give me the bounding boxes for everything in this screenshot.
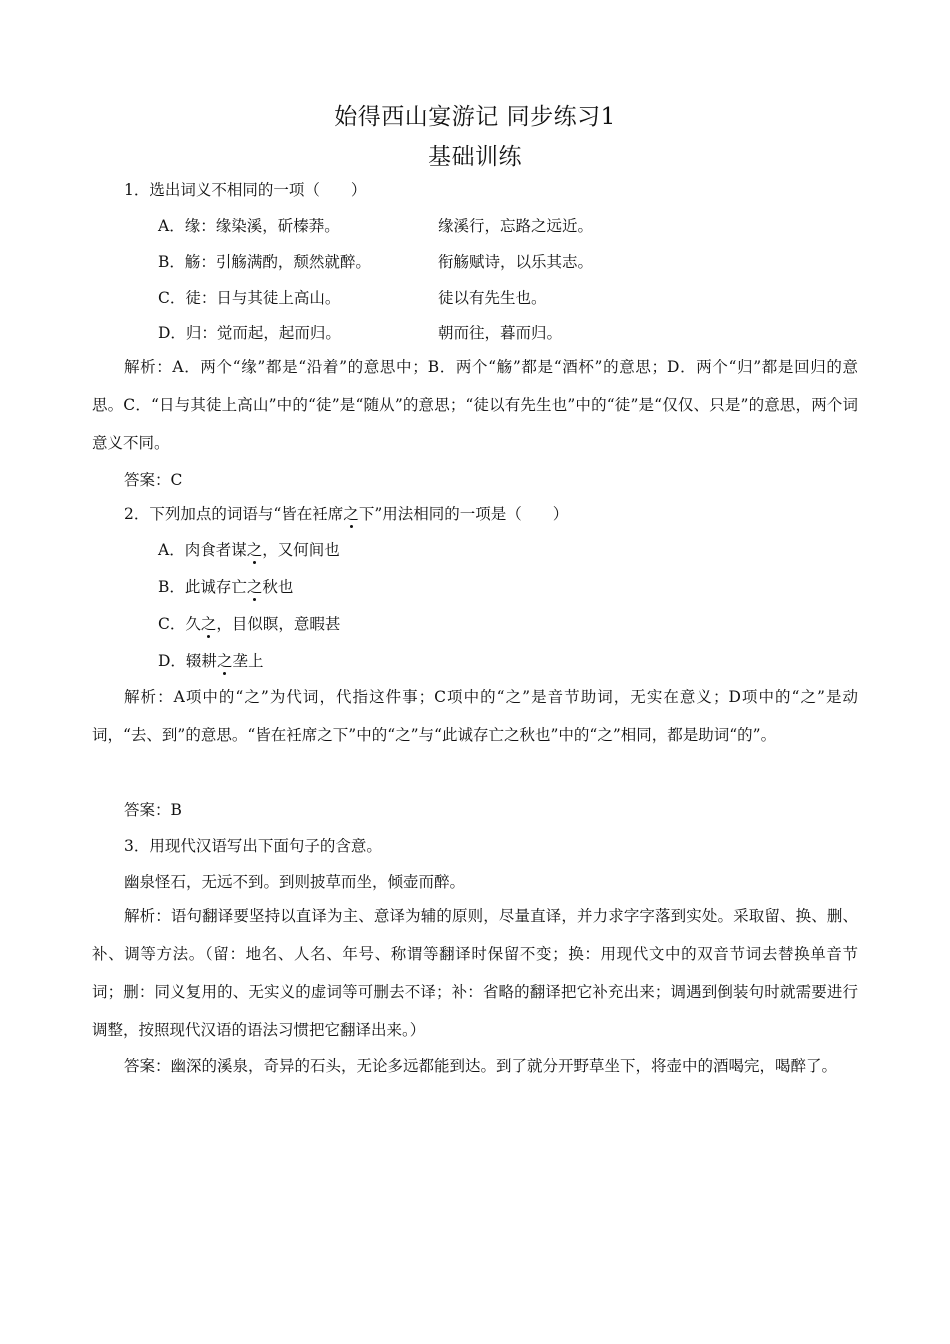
q1-option-c-right: 徒以有先生也。 [438, 289, 547, 307]
q2-option-d [158, 651, 263, 671]
q2-option-d-after: 垄上 [232, 652, 264, 670]
q1-option-b-left: B．觞：引觞满酌，颓然就醉。 [158, 253, 371, 271]
emphasis-dot-char: 之 [246, 541, 263, 559]
q1-option-a-right: 缘溪行，忘路之远近。 [438, 217, 594, 235]
emphasis-dot-char: 之 [216, 652, 233, 670]
q1-option-d-right: 朝而往，暮而归。 [438, 324, 563, 342]
document-title: 始得西山宴游记 同步练习1 [334, 104, 616, 130]
q1-option-d-left: D．归：觉而起，起而归。 [158, 324, 341, 342]
q2-option-c-after: ，目似瞑，意暇甚 [216, 615, 341, 633]
q1-option-c-left: C．徒：日与其徒上高山。 [158, 289, 341, 307]
emphasis-dot-char: 之 [246, 578, 263, 596]
q3-analysis: 解析：语句翻译要坚持以直译为主、意译为辅的原则，尽量直译，并力求字字落到实处。采取留、换、删、补、调等方法。（留：地名、人名、年号、称谓等翻译时保留不变；换：用现代文中的双音节词去替换单音节词；删：同义复用的、无实义的虚词等可删去不译；补：省略的翻译把它补充出来；调遇到倒装句时就需要进行调整，按照现代汉语的语法习惯把它翻译出来。） [92, 907, 858, 1039]
q2-analysis: 解析：A项中的“之”为代词，代指这件事；C项中的“之”是音节助词，无实在意义；D项中的“之”是动词，“去、到”的意思。“皆在衽席之下”中的“之”与“此诚存亡之秋也”中的“之”相同，都是助词“的”。 [92, 688, 858, 744]
question-1-stem: 1．选出词义不相同的一项（ ） [124, 181, 367, 199]
q1-option-a-left: A．缘：缘染溪，斫榛莽。 [158, 217, 340, 235]
q3-sentence: 幽泉怪石，无远不到。到则披草而坐，倾壶而醉。 [124, 873, 466, 891]
q2-option-a [158, 540, 340, 560]
q1-answer: 答案：C [124, 471, 183, 489]
q3-answer: 答案：幽深的溪泉，奇异的石头，无论多远都能到达。到了就分开野草坐下，将壶中的酒喝完，喝醉了。 [124, 1057, 838, 1075]
q2-option-b-before: B．此诚存亡 [158, 578, 247, 596]
q2-option-d-before: D．辍耕 [158, 652, 217, 670]
section-heading: 基础训练 [428, 144, 522, 170]
question-3-stem: 3．用现代汉语写出下面句子的含意。 [124, 837, 382, 855]
emphasis-dot-char: 之 [343, 505, 359, 523]
q1-analysis: 解析：A．两个“缘”都是“沿着”的意思中；B．两个“觞”都是“酒杯”的意思；D．两个“归”都是回归的意思。C．“日与其徒上高山”中的“徒”是“随从”的意思；“徒以有先生也”中的“徒”是“仅仅、只是”的意思，两个词意义不同。 [92, 358, 858, 452]
q2-option-a-after: ，又何间也 [262, 541, 340, 559]
q2-option-c-before: C．久 [158, 615, 201, 633]
q1-option-b-right: 衔觞赋诗，以乐其志。 [438, 253, 594, 271]
emphasis-dot-char: 之 [200, 615, 217, 633]
q2-stem-after: 下”用法相同的一项是（ ） [358, 505, 569, 523]
q2-option-b [158, 577, 293, 597]
q2-option-b-after: 秋也 [262, 578, 294, 596]
q2-option-c [158, 614, 340, 634]
q2-answer: 答案：B [124, 801, 182, 819]
question-2-stem [124, 504, 568, 524]
q2-stem-before: 2．下列加点的词语与“皆在衽席 [124, 505, 344, 523]
q2-option-a-before: A．肉食者谋 [158, 541, 247, 559]
